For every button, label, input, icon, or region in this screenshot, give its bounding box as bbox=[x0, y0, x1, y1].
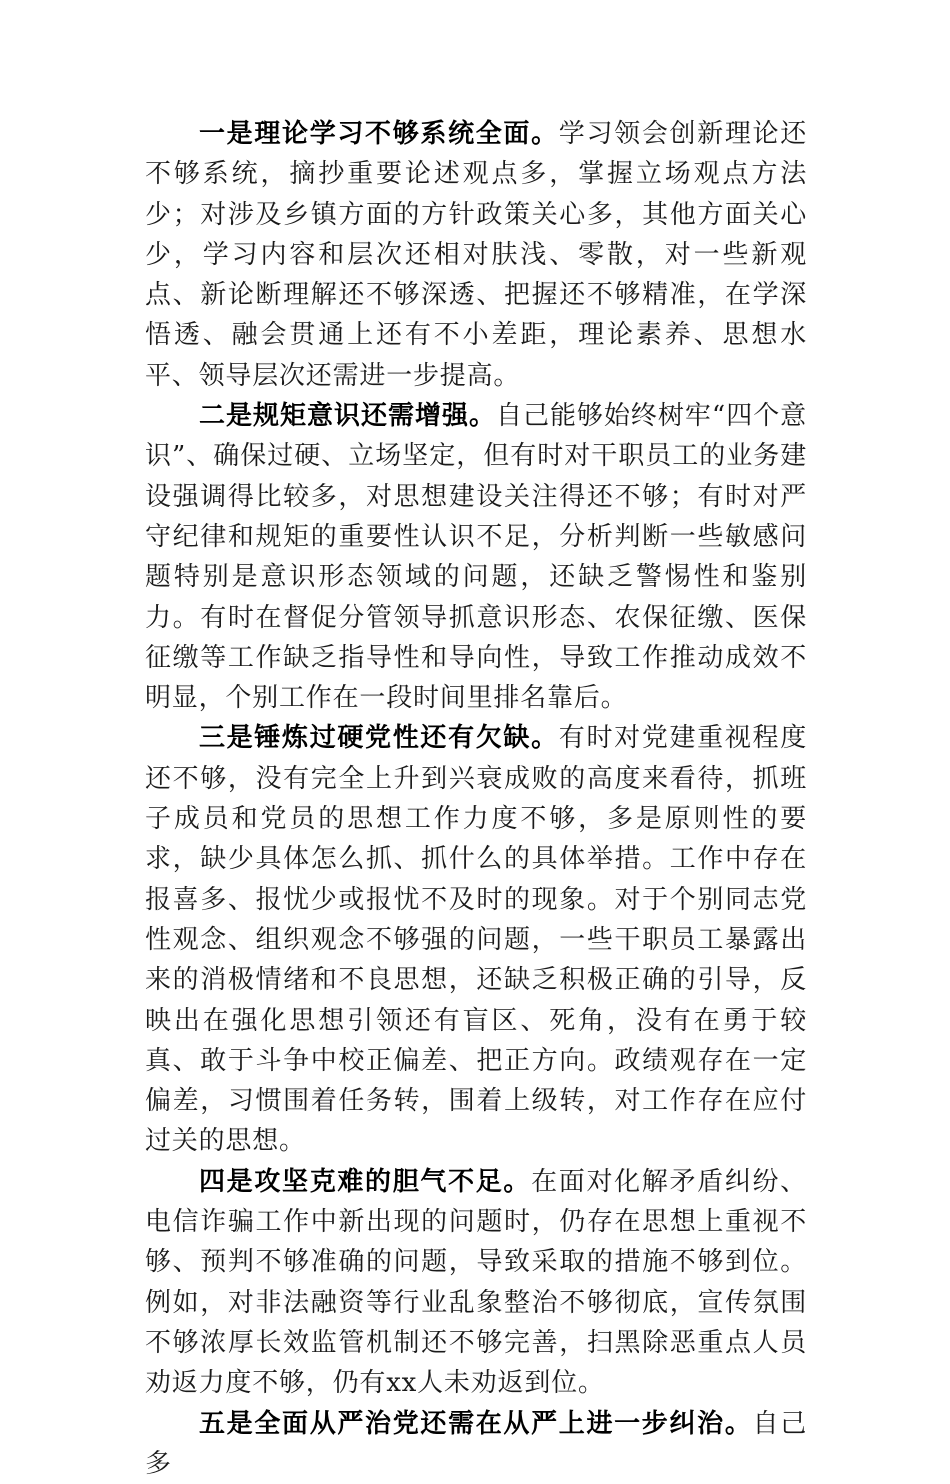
paragraph-2-heading: 二是规矩意识还需增强。 bbox=[199, 401, 496, 431]
paragraph-4-text: 在面对化解矛盾纠纷、电信诈骗工作中新出现的问题时，仍存在思想上重视不够、预判不够准确的问题，导致采取的措施不够到位。例如，对非法融资等行业乱象整治不够彻底，宣传氛围不够浓厚长效监管机制还不够完善，扫黑除恶重点人员劝返力度不够，仍有xx人未劝返到位。 bbox=[145, 1167, 807, 1398]
paragraph-5-heading: 五是全面从严治党还需在从严上进一步纠治。 bbox=[199, 1409, 753, 1439]
paragraph-4 bbox=[145, 1162, 807, 1404]
paragraph-4-heading: 四是攻坚克难的胆气不足。 bbox=[199, 1167, 531, 1197]
paragraph-1-heading: 一是理论学习不够系统全面。 bbox=[199, 119, 559, 149]
paragraph-5-text: 自己多 bbox=[145, 1409, 807, 1479]
paragraph-3 bbox=[145, 718, 807, 1161]
paragraph-3-heading: 三是锤炼过硬党性还有欠缺。 bbox=[199, 723, 559, 753]
paragraph-1-text: 学习领会创新理论还不够系统，摘抄重要论述观点多，掌握立场观点方法少；对涉及乡镇方面的方针政策关心多，其他方面关心少，学习内容和层次还相对肤浅、零散，对一些新观点、新论断理解还不够深透、把握还不够精准，在学深悟透、融会贯通上还有不小差距，理论素养、思想水平、领导层次还需进一步提高。 bbox=[145, 119, 807, 391]
paragraph-2-text: 自己能够始终树牢“四个意识”、确保过硬、立场坚定，但有时对干职员工的业务建设强调得比较多，对思想建设关注得还不够；有时对严守纪律和规矩的重要性认识不足，分析判断一些敏感问题特别是意识形态领域的问题，还缺乏警惕性和鉴别力。有时在督促分管领导抓意识形态、农保征缴、医保征缴等工作缺乏指导性和导向性，导致工作推动成效不明显，个别工作在一段时间里排名靠后。 bbox=[145, 401, 807, 713]
paragraph-2 bbox=[145, 396, 807, 718]
paragraph-3-text: 有时对党建重视程度还不够，没有完全上升到兴衰成败的高度来看待，抓班子成员和党员的思想工作力度不够，多是原则性的要求，缺少具体怎么抓、抓什么的具体举措。工作中存在报喜多、报忧少或报忧不及时的现象。对于个别同志党性观念、组织观念不够强的问题，一些干职员工暴露出来的消极情绪和不良思想，还缺乏积极正确的引导，反映出在强化思想引领还有盲区、死角，没有在勇于较真、敢于斗争中校正偏差、把正方向。政绩观存在一定偏差，习惯围着任务转，围着上级转，对工作存在应付过关的思想。 bbox=[145, 723, 807, 1156]
paragraph-1 bbox=[145, 114, 807, 396]
document-body bbox=[145, 114, 807, 1484]
paragraph-5 bbox=[145, 1404, 807, 1484]
